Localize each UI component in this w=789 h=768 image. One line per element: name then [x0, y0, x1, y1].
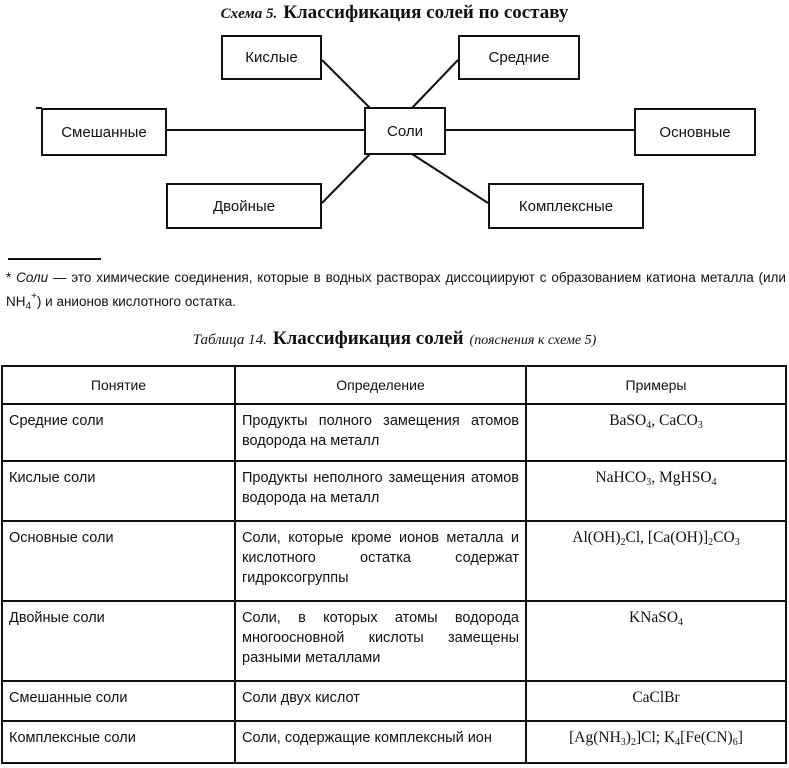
row-definition: Соли двух кислот [235, 681, 526, 721]
row-examples [526, 721, 786, 763]
formula-part: Al(OH) [572, 529, 621, 546]
formula-part: KNaSO [628, 609, 679, 626]
row-concept: Основные соли [2, 521, 235, 601]
footnote-term: Соли [16, 270, 49, 285]
formula-part: CO [713, 529, 735, 546]
row-definition: Соли, содержащие комплексный ион [235, 721, 526, 763]
row-definition: Продукты полного замещения атомов водорода на металл [235, 404, 526, 461]
formula-sub: 6 [732, 737, 738, 748]
row-examples [526, 681, 786, 721]
formula-part: MgHSO [659, 469, 712, 486]
footnote-sup: + [31, 291, 37, 302]
formula-sep: , [651, 469, 659, 486]
formula-part: NaHCO [595, 469, 647, 486]
row-concept: Средние соли [2, 404, 235, 461]
footnote [6, 268, 786, 316]
connector-complex [412, 154, 488, 203]
table-header-definition: Определение [235, 366, 526, 404]
formula-part: ) [625, 729, 631, 746]
footnote-text-before: — это химические соединения, которые в водных растворах диссоциируют с образованием катиона металла (или NH [6, 270, 786, 309]
formula-sub: 4 [711, 477, 717, 488]
formula-part: CaClBr [632, 689, 680, 706]
formula-part: [Ca(OH)] [647, 529, 709, 546]
formula-sub: 3 [697, 420, 703, 431]
scheme-title-text: Классификация солей по составу [283, 2, 569, 23]
scheme-node-normal: Средние [458, 35, 580, 80]
table-title-prefix: Таблица 14. [192, 332, 267, 348]
formula-part: [Fe(CN) [680, 729, 733, 746]
row-concept: Кислые соли [2, 461, 235, 521]
connector-normal [412, 60, 458, 108]
formula-sub: 3 [646, 477, 652, 488]
table-row [2, 721, 786, 763]
formula-part: ]Cl; K [635, 729, 676, 746]
row-examples [526, 521, 786, 601]
formula-sub: 2 [620, 537, 626, 548]
table-header-concept: Понятие [2, 366, 235, 404]
table-header-row [2, 366, 786, 404]
table-header-examples: Примеры [526, 366, 786, 404]
formula-part: [Ag(NH [569, 729, 621, 746]
row-definition: Соли, в которых атомы водорода многоосновной кислоты замещены разными металлами [235, 601, 526, 681]
row-examples [526, 461, 786, 521]
scheme-node-mixed: Смешанные [41, 108, 167, 156]
row-definition: Продукты неполного замещения атомов водорода на металл [235, 461, 526, 521]
formula-sub: 2 [630, 737, 636, 748]
formula-sub: 4 [678, 617, 684, 628]
formula-part: CaCO [659, 412, 698, 429]
scheme-title-prefix: Схема 5. [220, 6, 278, 22]
formula-sub: 2 [708, 537, 714, 548]
footnote-text-after: ) и анионов кислотного остатка. [36, 294, 236, 309]
salts-table [1, 365, 787, 764]
scheme-node-double: Двойные [166, 183, 322, 229]
formula-sub: 4 [646, 420, 652, 431]
row-concept: Комплексные соли [2, 721, 235, 763]
footnote-rule [8, 258, 101, 260]
table-row [2, 404, 786, 461]
table-title-suffix: (пояснения к схеме 5) [469, 333, 597, 348]
footnote-sub: 4 [25, 301, 32, 312]
row-concept: Смешанные соли [2, 681, 235, 721]
scheme-node-acidic: Кислые [221, 35, 322, 80]
row-examples [526, 404, 786, 461]
row-concept: Двойные соли [2, 601, 235, 681]
formula-sep: , [640, 529, 648, 546]
scheme-node-complex: Комплексные [488, 183, 644, 229]
formula-sep: , [651, 412, 660, 429]
formula-sub: 3 [620, 737, 626, 748]
connector-acidic [322, 60, 370, 108]
row-definition: Соли, которые кроме ионов металла и кислотного остатка содержат гидроксогруппы [235, 521, 526, 601]
formula-sub: 4 [675, 737, 681, 748]
table-row [2, 681, 786, 721]
table-title-text: Классификация солей [272, 328, 464, 349]
formula-part: ] [737, 729, 743, 746]
table-row [2, 521, 786, 601]
connector-double [322, 154, 370, 203]
row-examples [526, 601, 786, 681]
table-row [2, 601, 786, 681]
scheme-node-basic: Основные [634, 108, 756, 156]
formula-part: Cl [625, 529, 641, 546]
table-row [2, 461, 786, 521]
table-title [0, 328, 789, 350]
footnote-star: * [6, 270, 12, 285]
formula-sub: 3 [734, 537, 740, 548]
formula-part: BaSO [609, 412, 647, 429]
scheme-node-center: Соли [364, 107, 446, 155]
